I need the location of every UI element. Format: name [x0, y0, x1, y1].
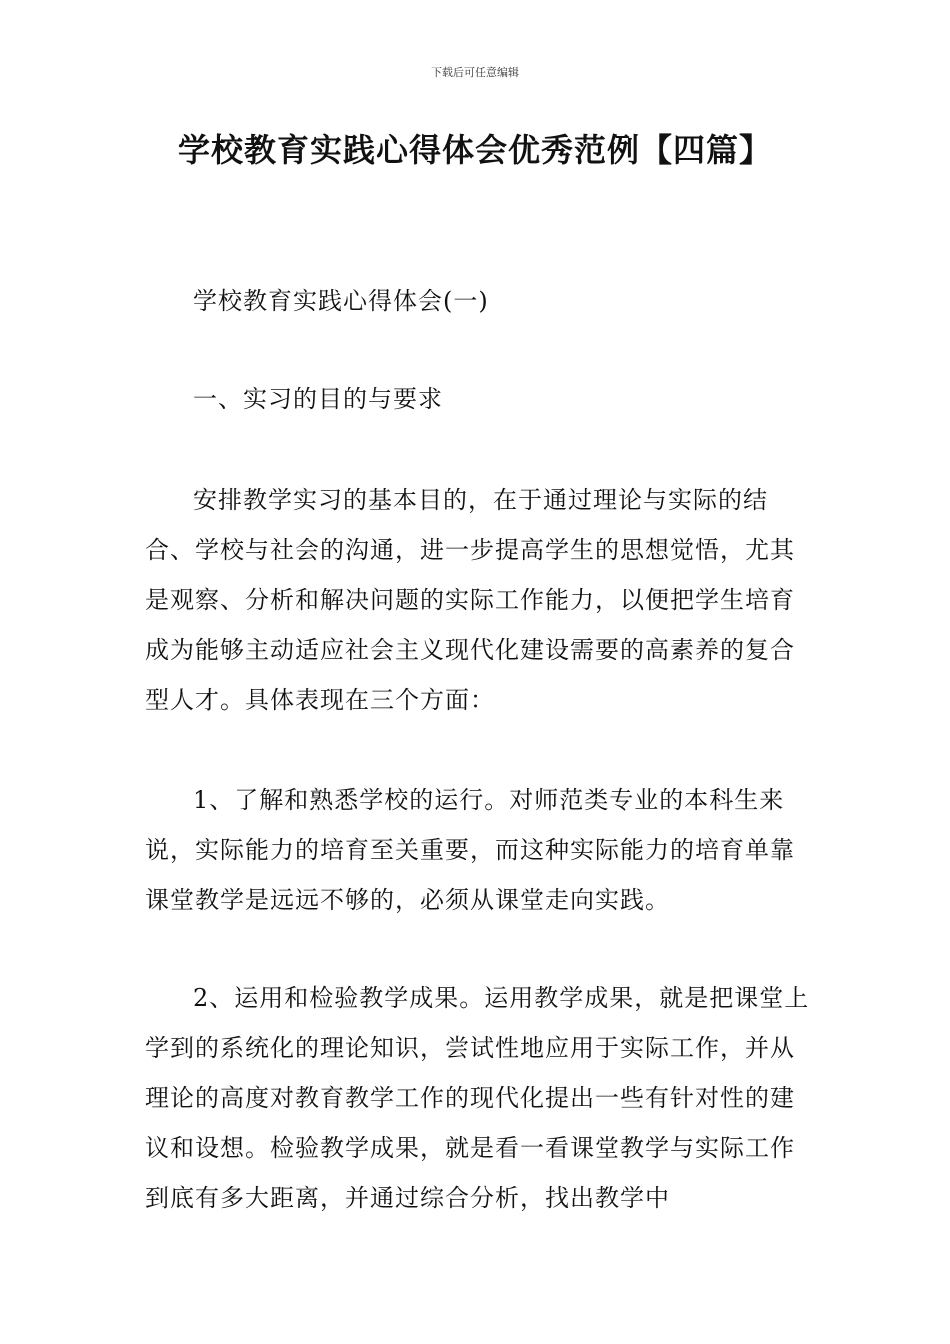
subheading-block: [145, 374, 815, 424]
subheading: 一、实习的目的与要求: [193, 385, 443, 413]
paragraph: 2、运用和检验教学成果。运用教学成果，就是把课堂上学到的系统化的理论知识，尝试性地应用于实际工作，并从理论的高度对教育教学工作的现代化提出一些有针对性的建议和设想。检验教学成果，就是看一看课堂教学与实际工作到底有多大距离，并通过综合分析，找出教学中: [145, 984, 810, 1212]
paragraph-block-2: [145, 775, 815, 925]
paragraph: 安排教学实习的基本目的，在于通过理论与实际的结合、学校与社会的沟通，进一步提高学生的思想觉悟，尤其是观察、分析和解决问题的实际工作能力，以便把学生培育成为能够主动适应社会主义现代化建设需要的高素养的复合型人才。具体表现在三个方面：: [145, 486, 795, 714]
paragraph: 1、了解和熟悉学校的运行。对师范类专业的本科生来说，实际能力的培育至关重要，而这种实际能力的培育单靠课堂教学是远远不够的，必须从课堂走向实践。: [145, 786, 795, 914]
document-title: 学校教育实践心得体会优秀范例【四篇】: [177, 131, 772, 169]
header-note: 下载后可任意编辑: [431, 66, 519, 79]
paragraph-block-1: [145, 475, 815, 725]
section-heading: 学校教育实践心得体会(一): [193, 287, 489, 315]
section-heading-block: [145, 276, 815, 326]
paragraph-block-3: [145, 973, 815, 1223]
